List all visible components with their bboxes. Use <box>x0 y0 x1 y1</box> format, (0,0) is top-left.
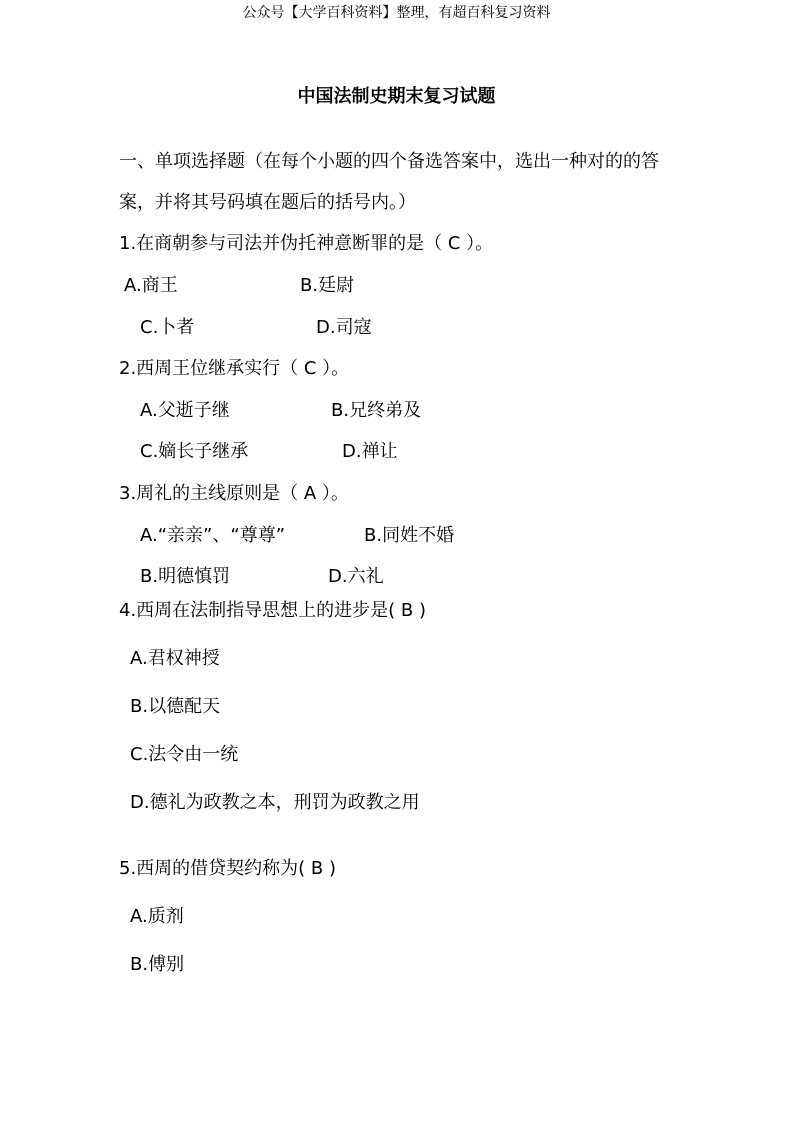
page-title: 中国法制史期末复习试题 <box>297 86 496 107</box>
question-5-option-b: B.傅别 <box>130 954 185 975</box>
question-1-option-a: A.商王 <box>124 275 178 296</box>
section-instruction-line-1: 一、单项选择题（在每个小题的四个备选答案中，选出一种对的的答 <box>119 151 659 172</box>
question-4-stem: 4.西周在法制指导思想上的进步是( B ) <box>119 600 427 621</box>
question-4-option-d: D.德礼为政教之本，刑罚为政教之用 <box>130 792 420 813</box>
question-3-option-a: A.“亲亲”、“尊尊” <box>140 525 286 546</box>
question-4-option-c: C.法令由一统 <box>130 744 239 765</box>
question-5-option-a: A.质剂 <box>130 906 184 927</box>
question-1-option-b: B.廷尉 <box>300 275 355 296</box>
question-2-option-a: A.父逝子继 <box>140 400 230 421</box>
question-1-option-d: D.司寇 <box>316 317 372 338</box>
question-2-stem: 2.西周王位继承实行（ C ）。 <box>119 358 350 379</box>
question-5-stem: 5.西周的借贷契约称为( B ) <box>119 858 337 879</box>
question-3-option-d: D.六礼 <box>328 566 384 587</box>
question-4-option-a: A.君权神授 <box>130 648 220 669</box>
question-1-option-c: C.卜者 <box>140 317 195 338</box>
header-note: 公众号【大学百科资料】整理，有超百科复习资料 <box>242 5 551 21</box>
question-2-option-d: D.禅让 <box>342 441 398 462</box>
question-1-stem: 1.在商朝参与司法并伪托神意断罪的是（ C ）。 <box>119 233 494 254</box>
question-3-option-b: B.同姓不婚 <box>364 525 455 546</box>
question-3-option-c: B.明德慎罚 <box>140 566 231 587</box>
question-2-option-b: B.兄终弟及 <box>331 400 422 421</box>
section-instruction-line-2: 案，并将其号码填在题后的括号内。） <box>119 192 416 213</box>
question-4-option-b: B.以德配天 <box>130 696 221 717</box>
question-2-option-c: C.嫡长子继承 <box>140 441 249 462</box>
question-3-stem: 3.周礼的主线原则是（ A ）。 <box>119 483 349 504</box>
